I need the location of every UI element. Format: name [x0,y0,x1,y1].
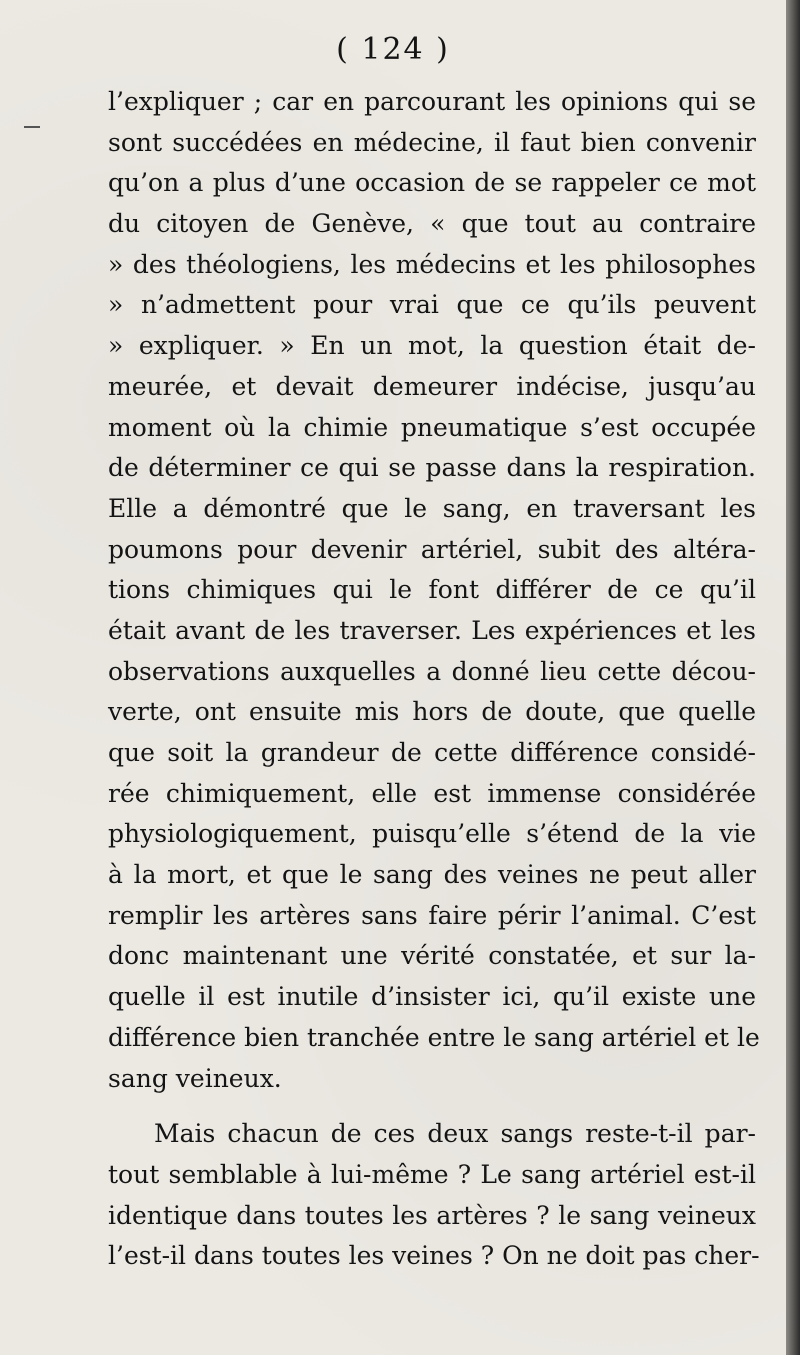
text-line: qu’on a plus d’une occasion de se rappeler ce mot [108,168,756,198]
text-line: quelle il est inutile d’insister ici, qu’il existe une [108,982,756,1012]
text-line: physiologiquement, puisqu’elle s’étend de la vie [108,819,756,849]
body-text [108,82,760,1277]
text-line: observations auxquelles a donné lieu cette décou- [108,656,756,686]
text-line: à la mort, et que le sang des veines ne peut aller [108,860,756,890]
text-line: » n’admettent pour vrai que ce qu’ils peuvent [108,290,756,320]
text-line: » des théologiens, les médecins et les philosophes [108,249,756,279]
paragraph-gap [108,1099,756,1114]
text-line: » expliquer. » En un mot, la question était de- [108,331,756,361]
text-line: Elle a démontré que le sang, en traversant les [108,493,756,523]
paragraph-1 [108,82,760,1099]
text-line: du citoyen de Genève, « que tout au contraire [108,209,756,239]
text-line: donc maintenant une vérité constatée, et sur la- [108,941,756,971]
text-line: rée chimiquement, elle est immense considérée [108,778,756,808]
text-line: que soit la grandeur de cette différence considé- [108,738,756,767]
text-line: moment où la chimie pneumatique s’est occupée [108,412,756,442]
text-line: sont succédées en médecine, il faut bien convenir [108,127,756,157]
text-line: de déterminer ce qui se passe dans la respiration. [108,453,756,483]
text-line: meurée, et devait demeurer indécise, jusqu’au [108,371,756,401]
paragraph-2 [108,1114,760,1277]
text-line: sang veineux. [108,1063,282,1093]
text-line: remplir les artères sans faire périr l’animal. C’est [108,900,756,930]
page-edge-shadow [786,0,800,1355]
text-line: Mais chacun de ces deux sangs reste-t-il par- [154,1119,756,1149]
text-line: poumons pour devenir artériel, subit des altéra- [108,534,756,564]
text-line: tions chimiques qui le font différer de ce qu’il [108,575,756,605]
text-line: différence bien tranchée entre le sang artériel et le [108,1022,760,1052]
text-line: l’est-il dans toutes les veines ? On ne doit pas cher- [108,1241,760,1271]
page-number: ( 124 ) [336,32,450,67]
text-line: l’expliquer ; car en parcourant les opinions qui se [108,87,756,116]
text-line: identique dans toutes les artères ? le sang veineux [108,1200,756,1230]
text-line: était avant de les traverser. Les expériences et les [108,615,756,645]
text-line: verte, ont ensuite mis hors de doute, que quelle [108,697,756,727]
text-line: tout semblable à lui-même ? Le sang artériel est-il [108,1159,756,1189]
margin-mark [24,126,40,128]
